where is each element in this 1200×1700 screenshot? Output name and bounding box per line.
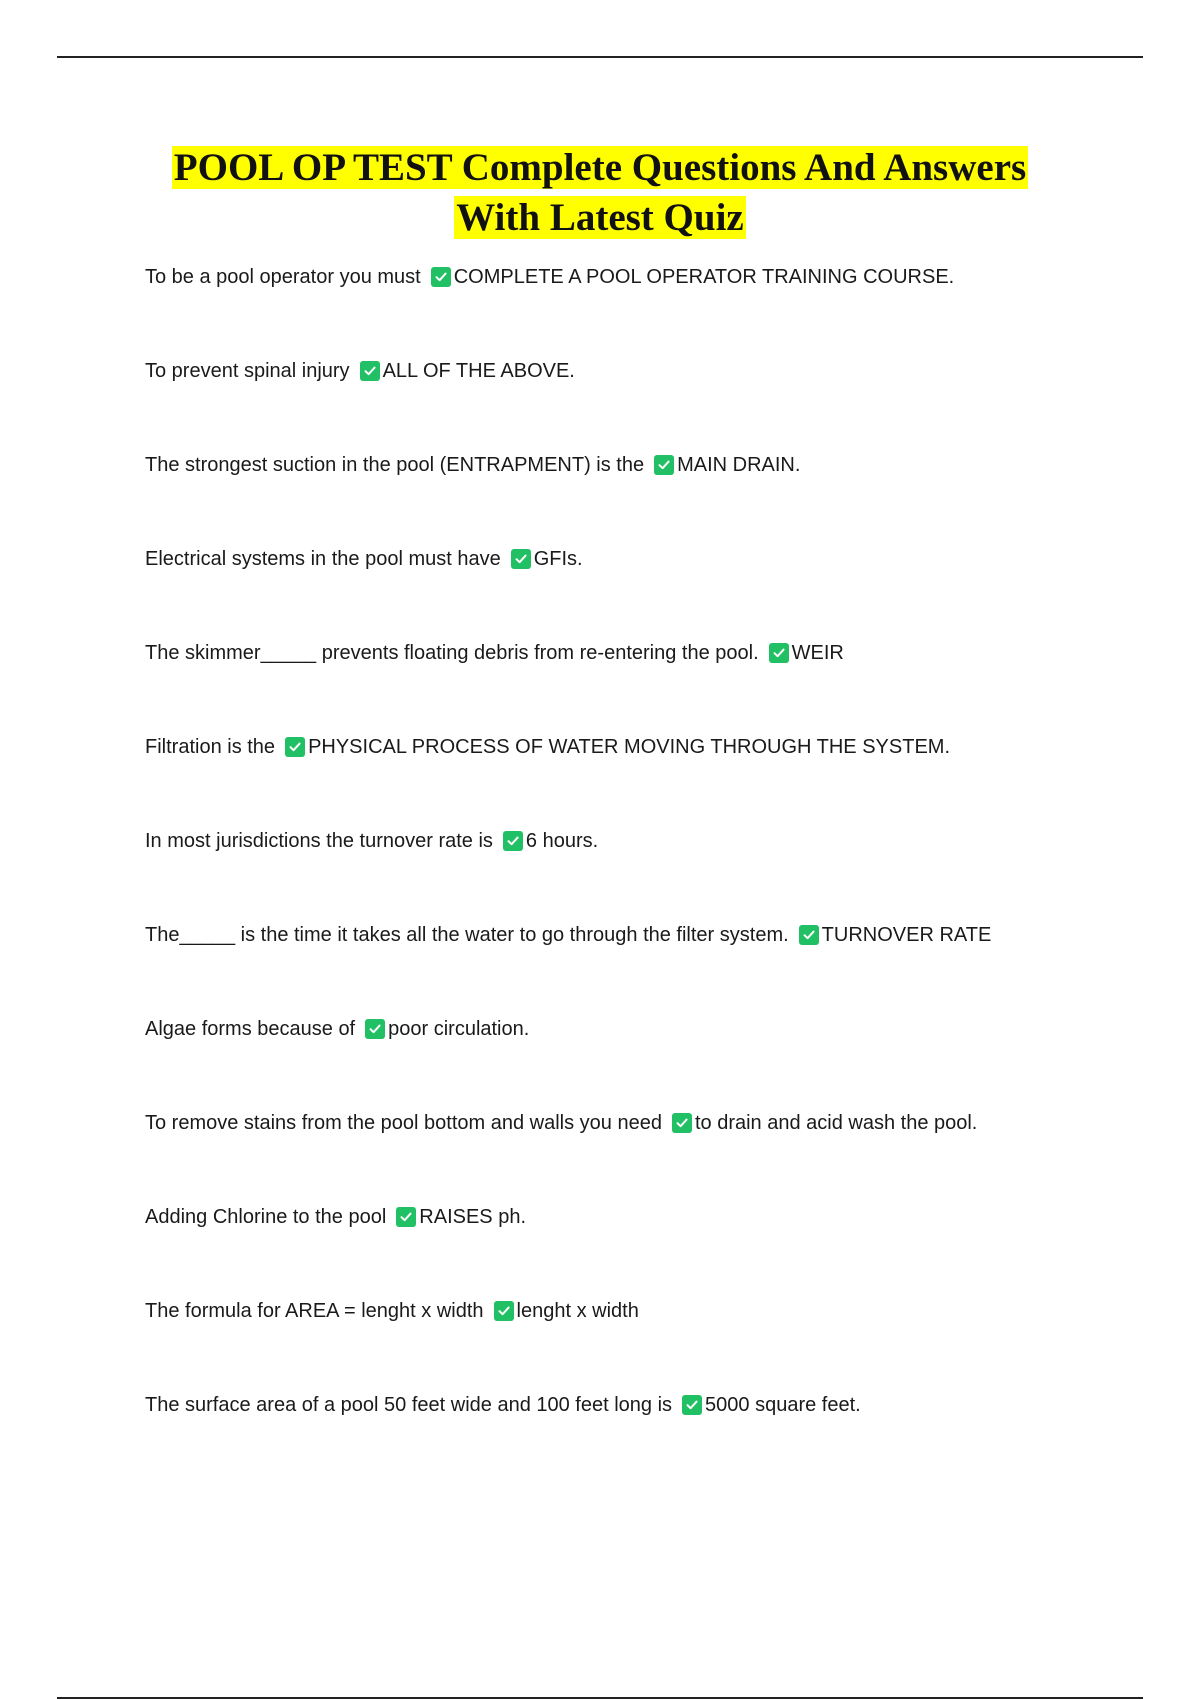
answer-text: ALL OF THE ABOVE. [382, 360, 575, 382]
document-title [100, 143, 1100, 243]
check-mark-icon [365, 1019, 385, 1039]
qa-item [145, 262, 1145, 356]
title-line-2 [100, 193, 1100, 243]
qa-item [145, 1390, 1145, 1484]
question-text: In most jurisdictions the turnover rate is [145, 830, 493, 852]
question-text: The surface area of a pool 50 feet wide and 100 feet long is [145, 1394, 673, 1416]
question-text: Electrical systems in the pool must have [145, 548, 501, 570]
qa-item [145, 450, 1145, 544]
qa-item [145, 1296, 1145, 1390]
question-text: The strongest suction in the pool (ENTRAPMENT) is the [145, 454, 645, 476]
check-mark-icon [654, 455, 674, 475]
check-mark-icon [431, 267, 451, 287]
qa-item [145, 1108, 1145, 1202]
check-mark-icon [769, 643, 789, 663]
qa-list [145, 262, 1145, 1484]
question-text: Adding Chlorine to the pool [145, 1206, 387, 1228]
answer-text: 6 hours. [525, 830, 599, 852]
bottom-rule [57, 1697, 1143, 1699]
check-mark-icon [682, 1395, 702, 1415]
question-text: The skimmer_____ prevents floating debris from re-entering the pool. [145, 642, 759, 664]
answer-text: PHYSICAL PROCESS OF WATER MOVING THROUGH THE SYSTEM. [308, 736, 950, 758]
question-text: To remove stains from the pool bottom and walls you need [145, 1112, 662, 1134]
qa-item [145, 1014, 1145, 1108]
answer-text: lenght x width [516, 1300, 639, 1322]
qa-item [145, 732, 1145, 826]
title-highlight-1: POOL OP TEST Complete Questions And Answers [173, 146, 1027, 189]
answer-text: COMPLETE A POOL OPERATOR TRAINING COURSE. [453, 266, 955, 288]
answer-text: GFIs. [533, 548, 583, 570]
answer-text: to drain and acid wash the pool. [694, 1112, 978, 1134]
answer-text: RAISES ph. [419, 1206, 526, 1228]
answer-text: TURNOVER RATE [821, 924, 992, 946]
check-mark-icon [285, 737, 305, 757]
answer-text: poor circulation. [388, 1018, 530, 1040]
check-mark-icon [799, 925, 819, 945]
qa-item [145, 356, 1145, 450]
question-text: To prevent spinal injury [145, 360, 350, 382]
qa-item [145, 826, 1145, 920]
question-text: The_____ is the time it takes all the water to go through the filter system. [145, 924, 789, 946]
check-mark-icon [511, 549, 531, 569]
question-text: The formula for AREA = lenght x width [145, 1300, 484, 1322]
check-mark-icon [494, 1301, 514, 1321]
qa-item [145, 544, 1145, 638]
qa-item [145, 920, 1145, 1014]
top-rule [57, 56, 1143, 58]
check-mark-icon [503, 831, 523, 851]
check-mark-icon [672, 1113, 692, 1133]
title-line-1 [100, 143, 1100, 193]
title-highlight-2: With Latest Quiz [456, 196, 744, 239]
qa-item [145, 1202, 1145, 1296]
question-text: Filtration is the [145, 736, 276, 758]
question-text: Algae forms because of [145, 1018, 356, 1040]
answer-text: WEIR [791, 642, 844, 664]
answer-text: 5000 square feet. [705, 1394, 861, 1416]
check-mark-icon [360, 361, 380, 381]
qa-item [145, 638, 1145, 732]
answer-text: MAIN DRAIN. [677, 454, 801, 476]
question-text: To be a pool operator you must [145, 266, 421, 288]
check-mark-icon [396, 1207, 416, 1227]
